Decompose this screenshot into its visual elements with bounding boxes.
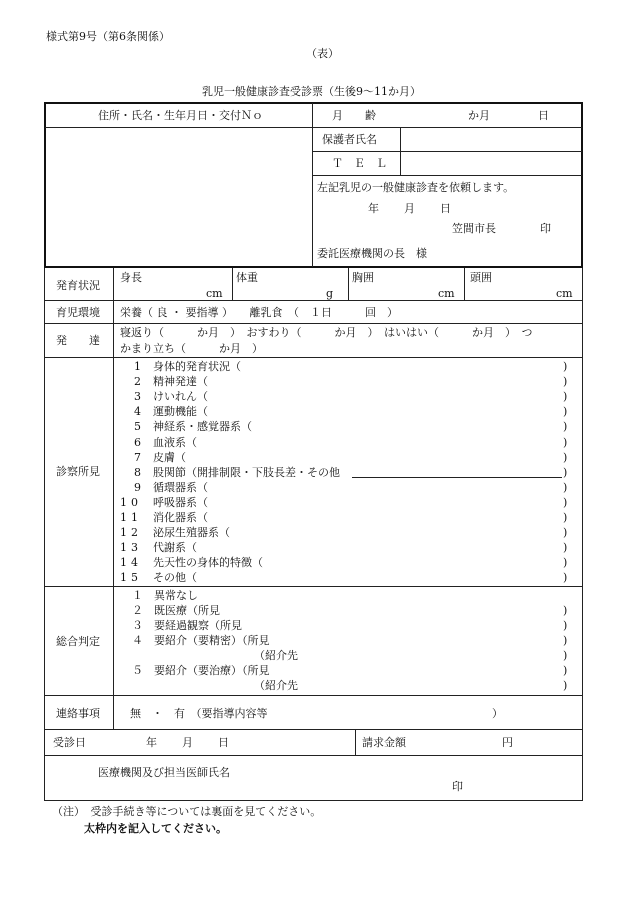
head-label: 頭囲 bbox=[470, 271, 492, 284]
finding-number: 8 bbox=[134, 466, 141, 479]
judgement-item-5: ５ 要紹介（要治療）（所見 bbox=[132, 664, 270, 677]
age-label: 月 齢 bbox=[332, 109, 376, 122]
request-date-month: 月 bbox=[404, 202, 415, 215]
finding-number: 15 bbox=[120, 571, 142, 584]
age-day-unit: 日 bbox=[538, 109, 549, 122]
doctor-label: 医療機関及び担当医師氏名 bbox=[98, 766, 230, 779]
chest-unit: cm bbox=[438, 287, 455, 300]
mayor-seal: 印 bbox=[540, 222, 551, 235]
finding-close-paren: ) bbox=[563, 511, 568, 524]
judgement-close-4: ) bbox=[563, 634, 568, 647]
address-header: 住所・氏名・生年月日・交付Ｎｏ bbox=[98, 109, 263, 122]
finding-text: 先天性の身体的特徴（ bbox=[153, 556, 263, 569]
tel-field[interactable] bbox=[402, 153, 581, 174]
finding-number: 12 bbox=[120, 526, 142, 539]
request-date-day: 日 bbox=[440, 202, 451, 215]
finding-text: 血液系（ bbox=[153, 436, 197, 449]
finding-text: けいれん（ bbox=[153, 390, 208, 403]
finding-close-paren: ) bbox=[563, 571, 568, 584]
finding-text: 呼吸器系（ bbox=[153, 496, 208, 509]
env-text: 栄養（ 良 ・ 要指導 ） 離乳食 （ １日 回 ） bbox=[120, 306, 398, 319]
finding-close-paren: ) bbox=[563, 360, 568, 373]
finding-close-paren: ) bbox=[563, 541, 568, 554]
finding-close-paren: ) bbox=[563, 420, 568, 433]
mayor-name: 笠間市長 bbox=[452, 222, 496, 235]
finding-text: 運動機能（ bbox=[153, 405, 208, 418]
height-unit: cm bbox=[206, 287, 223, 300]
guardian-label: 保護者氏名 bbox=[322, 133, 377, 146]
tel-label: Ｔ Ｅ Ｌ bbox=[332, 157, 387, 170]
finding-number: 7 bbox=[134, 451, 141, 464]
contact-close: ） bbox=[492, 707, 503, 720]
finding-text: 消化器系（ bbox=[153, 511, 208, 524]
env-label: 育児環境 bbox=[56, 306, 100, 319]
finding-number: 13 bbox=[120, 541, 142, 554]
dev-line-1: 寝返り（ か月 ） おすわり（ か月 ） はいはい（ か月 ） つ bbox=[120, 326, 533, 339]
fee-label: 請求金額 bbox=[362, 736, 406, 749]
finding-number: 4 bbox=[134, 405, 141, 418]
finding-close-paren: ) bbox=[563, 436, 568, 449]
finding-number: 1 bbox=[134, 360, 141, 373]
exam-date-day: 日 bbox=[218, 736, 229, 749]
weight-unit: g bbox=[326, 287, 334, 300]
side-label: （表） bbox=[306, 47, 339, 60]
age-month-unit: か月 bbox=[468, 109, 490, 122]
judgement-item-3: ３ 要経過観察（所見 bbox=[132, 619, 242, 632]
judgement-close-4b: ) bbox=[563, 649, 568, 662]
judgement-item-5-referral: （紹介先 bbox=[254, 679, 298, 692]
finding-text: 神経系・感覚器系（ bbox=[153, 420, 252, 433]
address-input-area[interactable] bbox=[46, 129, 310, 265]
head-unit: cm bbox=[556, 287, 573, 300]
exam-date-label: 受診日 bbox=[53, 736, 86, 749]
finding-text: 股関節（開排制限・下肢長差・その他 bbox=[153, 466, 340, 479]
finding-number: 6 bbox=[134, 436, 141, 449]
finding-text: 泌尿生殖器系（ bbox=[153, 526, 230, 539]
finding-text: 代謝系（ bbox=[153, 541, 197, 554]
fee-yen: 円 bbox=[502, 736, 513, 749]
finding-text: 身体的発育状況（ bbox=[153, 360, 241, 373]
weight-label: 体重 bbox=[236, 271, 258, 284]
dev-label: 発 達 bbox=[56, 334, 100, 347]
judgement-close-2: ) bbox=[563, 604, 568, 617]
judgement-close-5: ) bbox=[563, 664, 568, 677]
to-clinic-label: 委託医療機関の長 様 bbox=[317, 247, 427, 260]
finding-text: その他（ bbox=[153, 571, 197, 584]
request-date-year: 年 bbox=[368, 202, 379, 215]
exam-date-year: 年 bbox=[146, 736, 157, 749]
dev-line-2: かまり立ち（ か月 ） bbox=[120, 342, 263, 355]
finding-number: 10 bbox=[120, 496, 142, 509]
finding-close-paren: ) bbox=[563, 481, 568, 494]
findings-label: 診察所見 bbox=[56, 465, 100, 478]
judgement-item-4-referral: （紹介先 bbox=[254, 649, 298, 662]
growth-label: 発育状況 bbox=[56, 279, 100, 292]
finding-close-paren: ) bbox=[563, 390, 568, 403]
request-text: 左記乳児の一般健康診査を依頼します。 bbox=[317, 181, 515, 194]
contact-label: 連絡事項 bbox=[56, 707, 100, 720]
guardian-name-field[interactable] bbox=[402, 129, 581, 150]
finding-text: 精神発達（ bbox=[153, 375, 208, 388]
contact-text: 無 ・ 有 （要指導内容等 bbox=[130, 707, 268, 720]
judgement-item-4: ４ 要紹介（要精密）（所見 bbox=[132, 634, 270, 647]
note-text: （注） 受診手続き等については裏面を見てください。 bbox=[52, 805, 322, 818]
finding-number: 11 bbox=[120, 511, 142, 524]
finding-number: 2 bbox=[134, 375, 141, 388]
finding-number: 3 bbox=[134, 390, 141, 403]
exam-date-month: 月 bbox=[182, 736, 193, 749]
form-title: 乳児一般健康診査受診票（生後9～11か月） bbox=[202, 85, 421, 98]
doctor-seal: 印 bbox=[452, 780, 463, 793]
height-label: 身長 bbox=[120, 271, 142, 284]
finding-number: 14 bbox=[120, 556, 142, 569]
judgement-close-5b: ) bbox=[563, 679, 568, 692]
finding-close-paren: ) bbox=[563, 375, 568, 388]
judgement-close-3: ) bbox=[563, 619, 568, 632]
finding-text: 皮膚（ bbox=[153, 451, 186, 464]
finding-close-paren: ) bbox=[563, 556, 568, 569]
judgement-item-1: １ 異常なし bbox=[132, 589, 198, 602]
finding-close-paren: ) bbox=[563, 466, 568, 479]
finding-text: 循環器系（ bbox=[153, 481, 208, 494]
finding-number: 9 bbox=[134, 481, 141, 494]
finding-close-paren: ) bbox=[563, 496, 568, 509]
judgement-item-2: ２ 既医療（所見 bbox=[132, 604, 220, 617]
finding-number: 5 bbox=[134, 420, 141, 433]
form-id: 様式第9号（第6条関係） bbox=[46, 30, 170, 43]
chest-label: 胸囲 bbox=[352, 271, 374, 284]
finding-close-paren: ) bbox=[563, 451, 568, 464]
finding-close-paren: ) bbox=[563, 405, 568, 418]
finding-close-paren: ) bbox=[563, 526, 568, 539]
judgement-label: 総合判定 bbox=[56, 635, 100, 648]
instruction-text: 太枠内を記入してください。 bbox=[84, 822, 227, 835]
